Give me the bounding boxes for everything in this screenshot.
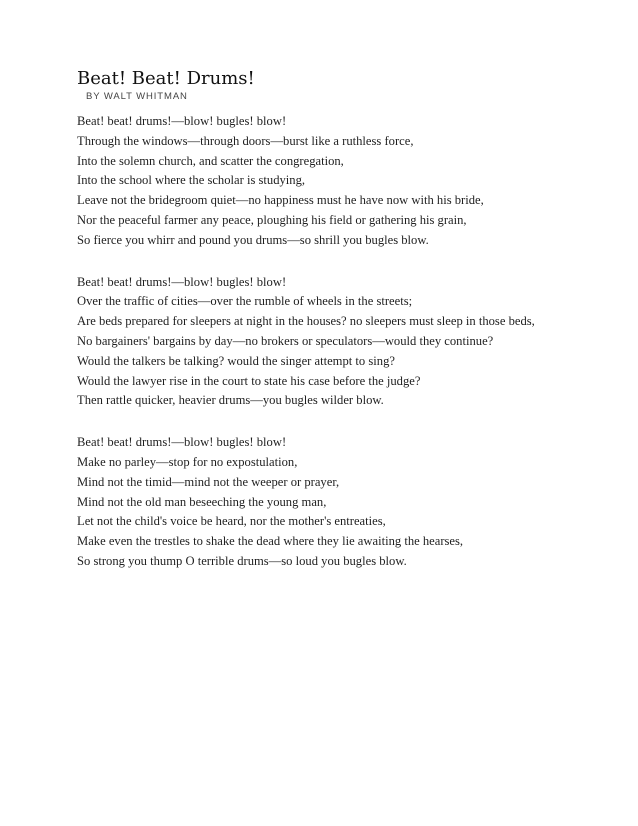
poem-byline: BY WALT WHITMAN <box>86 91 188 102</box>
poem-line: Into the solemn church, and scatter the congregation, <box>77 153 344 168</box>
poem-line: Leave not the bridegroom quiet—no happiness must he have now with his bride, <box>77 193 484 208</box>
poem-line: Make even the trestles to shake the dead where they lie awaiting the hearses, <box>77 534 464 549</box>
poem-line: Make no parley—stop for no expostulation, <box>77 454 298 469</box>
poem-line: Would the talkers be talking? would the singer attempt to sing? <box>77 353 395 368</box>
poem-line: Let not the child's voice be heard, nor the mother's entreaties, <box>77 514 386 529</box>
poem-line: Over the traffic of cities—over the rumble of wheels in the streets; <box>77 294 413 309</box>
poem-line: So strong you thump O terrible drums—so loud you bugles blow. <box>77 553 407 568</box>
poem-content <box>77 68 597 594</box>
poem-line: Through the windows—through doors—burst like a ruthless force, <box>77 133 414 148</box>
poem-line: Mind not the timid—mind not the weeper or prayer, <box>77 474 340 489</box>
poem-body <box>77 112 597 572</box>
poem-line: Would the lawyer rise in the court to state his case before the judge? <box>77 373 421 388</box>
poem-line: No bargainers' bargains by day—no brokers or speculators—would they continue? <box>77 333 494 348</box>
poem-line: So fierce you whirr and pound you drums—so shrill you bugles blow. <box>77 232 429 247</box>
stanza-3 <box>77 433 597 572</box>
poem-title: Beat! Beat! Drums! <box>77 68 255 89</box>
stanza-2 <box>77 273 597 412</box>
poem-line: Then rattle quicker, heavier drums—you bugles wilder blow. <box>77 393 384 408</box>
stanza-1 <box>77 112 597 251</box>
poem-line: Mind not the old man beseeching the young man, <box>77 494 327 509</box>
poem-line: Nor the peaceful farmer any peace, ploughing his field or gathering his grain, <box>77 212 467 227</box>
poem-line: Beat! beat! drums!—blow! bugles! blow! <box>77 114 287 128</box>
poem-line: Beat! beat! drums!—blow! bugles! blow! <box>77 435 287 450</box>
poem-line: Into the school where the scholar is studying, <box>77 173 306 188</box>
poem-line: Beat! beat! drums!—blow! bugles! blow! <box>77 274 287 289</box>
poem-line: Are beds prepared for sleepers at night in the houses? no sleepers must sleep in those beds, <box>77 314 535 329</box>
